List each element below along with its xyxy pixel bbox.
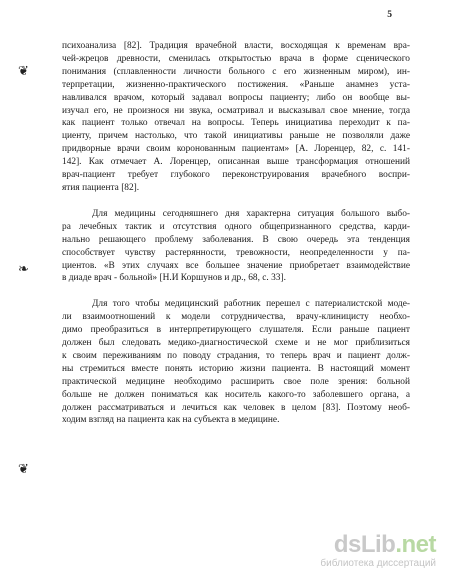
text-line: циентов. «В этих случаях все большее значение приобретает взаимодействие [62, 260, 410, 271]
text-line: понимания (сплавленности личности больного с его жизненным миром), ин- [62, 66, 410, 77]
text-line: должен рассматриваться и лечиться как человек в целом [83]. Поэтому необ- [62, 402, 410, 413]
text-line: придворные врачи своим коронованным пациентам» [А. Лоренцер, 82, с. 141- [62, 144, 410, 155]
text-line: терпретации, жизненно-практического постижения. «Раньше анамнез уста- [62, 79, 410, 90]
paragraph-2 [62, 208, 410, 285]
text-line: ра лечебных тактик и отсутствия одного общепризнанного средства, карди- [62, 221, 410, 232]
watermark-logo-main: dsLib [333, 531, 396, 558]
watermark-logo [306, 532, 436, 558]
text-line: практической медицине необходимо расширить свое поле зрения: больной [62, 376, 410, 387]
text-line: 142]. Как отмечает А. Лоренцер, описанная выше трансформация отношений [62, 157, 410, 168]
text-line: ходим взгляд на пациента как на субъекта в медицине. [62, 415, 280, 426]
text-line: изучал его, не произнося ни звука, осматривал и высказывал свое мнение, тогда [62, 105, 410, 116]
text-line: к своим переживаниям по поводу страдания, то теперь врач и пациент долж- [62, 350, 410, 361]
margin-mark-icon: ❦ [18, 63, 29, 78]
text-line: психоанализа [82]. Традиция врачебной власти, восходящая к временам вра- [62, 41, 410, 51]
margin-mark-icon: ❦ [18, 461, 29, 476]
text-line: как пациент только отвечал на вопросы. Теперь инициатива переходит к па- [62, 118, 410, 129]
text-line: должен был следовать медико-диагностической схеме и не мог приблизиться [62, 338, 410, 349]
paragraph-3 [62, 298, 410, 427]
watermark-subtitle: библиотека диссертаций [320, 558, 436, 569]
paragraph-1 [62, 40, 410, 195]
text-line: димо преобразиться в интерпретирующего слушателя. Если раньше пациент [62, 325, 410, 336]
text-line: врач-пациент требует глубокого переконструирования врачебного воспри- [62, 170, 410, 181]
text-line: в диаде врач - больной» [Н.И Коршунов и др., 68, с. 33]. [62, 273, 286, 284]
text-line: навливался врачом, который задавал вопросы пациенту; либо он вообще вы- [62, 92, 410, 103]
watermark-logo-suffix: .net [395, 531, 436, 558]
text-line: Для того чтобы медицинский работник перешел с патериалистской моде- [92, 299, 410, 310]
dslib-watermark [306, 532, 436, 572]
body-text [62, 40, 410, 440]
text-line: нально решающего проблему заболевания. В свою очередь эта тенденция [62, 234, 410, 245]
text-line: ны стремиться вместе понять историю жизни пациента. В настоящий момент [62, 363, 410, 374]
text-line: больше не должен пониматься как носитель какого-то заболевшего органа, а [62, 389, 410, 400]
text-line: ятия пациента [82]. [62, 182, 140, 193]
margin-mark-icon: ❧ [18, 261, 29, 276]
text-line: ли взаимоотношений к модели сотрудничества, врачу-клиницисту необхо- [62, 312, 410, 323]
page-number: 5 [387, 10, 392, 20]
text-line: способствует чувству растерянности, тревожности, неопределенности у па- [62, 247, 410, 258]
text-line: циенту, причем настолько, что такой инициативы раньше не позволяли даже [62, 131, 410, 142]
text-line: Для медицины сегодняшнего дня характерна ситуация большого выбо- [92, 208, 410, 219]
text-line: чей-жрецов древности, сменилась открытостью врача в форме сценического [62, 53, 410, 64]
